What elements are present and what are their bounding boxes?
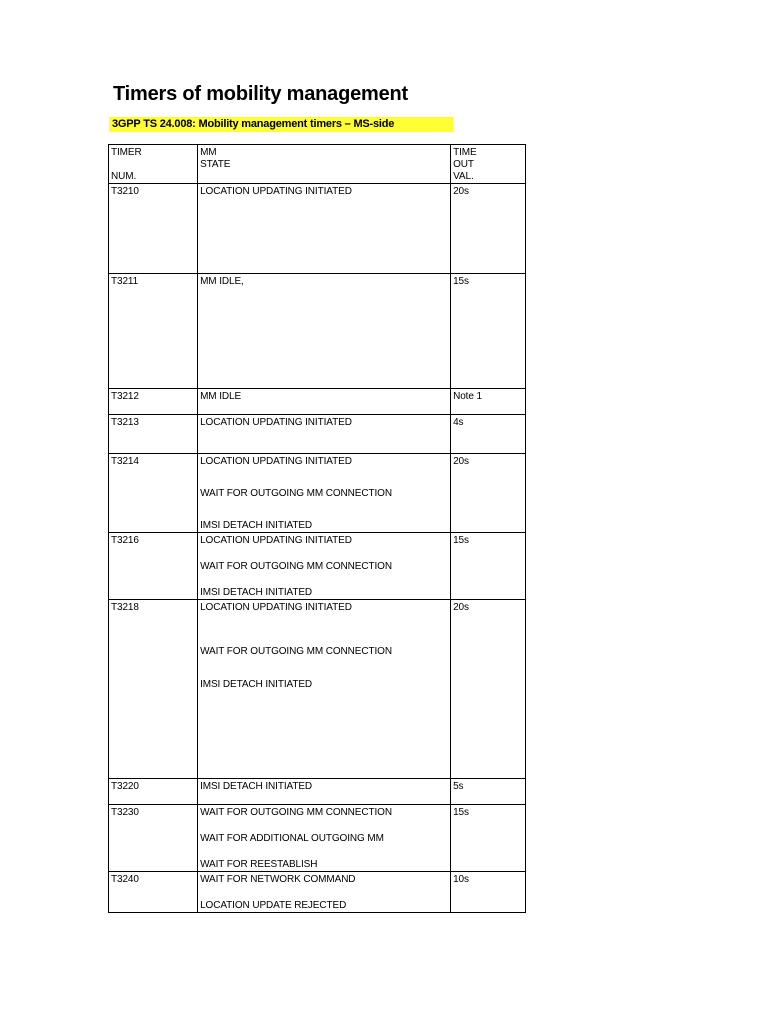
mm-state-line: WAIT FOR REESTABLISH [200,859,318,870]
timeout-value: 20s [451,454,526,533]
table-row [109,872,526,913]
table-row [109,184,526,274]
header-line: TIMER [111,147,142,158]
mm-state-line: WAIT FOR OUTGOING MM CONNECTION [200,561,392,572]
table-row [109,389,526,415]
timer-number: T3230 [109,805,198,872]
timeout-value: 4s [451,415,526,454]
table-row [109,274,526,389]
mm-state [198,600,451,779]
timer-number: T3220 [109,779,198,805]
timer-number: T3218 [109,600,198,779]
header-timer-num [109,145,198,184]
mm-state-line: WAIT FOR OUTGOING MM CONNECTION [200,646,392,657]
mm-state-line: IMSI DETACH INITIATED [200,781,313,792]
timeout-value: 20s [451,600,526,779]
mm-state-line: WAIT FOR OUTGOING MM CONNECTION [200,807,392,818]
table-row [109,533,526,600]
timeout-value: 10s [451,872,526,913]
mm-state [198,805,451,872]
mm-state-line: WAIT FOR ADDITIONAL OUTGOING MM [200,833,384,844]
mm-state-line: LOCATION UPDATING INITIATED [200,535,352,546]
mm-state-line: MM IDLE, [200,276,244,287]
mm-state [198,389,451,415]
timeout-value: 15s [451,274,526,389]
table-row [109,805,526,872]
timeout-value: Note 1 [451,389,526,415]
table-row [109,454,526,533]
timer-number: T3213 [109,415,198,454]
header-line: OUT [453,159,474,170]
mm-state-line: MM IDLE [200,391,242,402]
mm-state-line: LOCATION UPDATING INITIATED [200,602,352,613]
timer-number: T3240 [109,872,198,913]
page-title: Timers of mobility management [113,83,409,105]
header-line: TIME [453,147,477,158]
timer-number: T3211 [109,274,198,389]
mm-state [198,533,451,600]
timeout-value: 5s [451,779,526,805]
header-line: NUM. [111,171,137,182]
table-row [109,779,526,805]
timeout-value: 15s [451,805,526,872]
mm-state-line: WAIT FOR OUTGOING MM CONNECTION [200,488,392,499]
mm-state-line: LOCATION UPDATING INITIATED [200,186,352,197]
timer-number: T3210 [109,184,198,274]
mm-state-line: LOCATION UPDATING INITIATED [200,456,352,467]
mm-state [198,184,451,274]
mm-state [198,274,451,389]
timer-number: T3212 [109,389,198,415]
header-timeout-value [451,145,526,184]
header-line: VAL. [453,171,474,182]
mm-state-line: IMSI DETACH INITIATED [200,520,313,531]
header-mm-state [198,145,451,184]
table-row [109,415,526,454]
mm-state [198,454,451,533]
table-row [109,600,526,779]
timeout-value: 15s [451,533,526,600]
mm-state-line: IMSI DETACH INITIATED [200,679,313,690]
mm-state-line: IMSI DETACH INITIATED [200,587,313,598]
mm-state-line: LOCATION UPDATING INITIATED [200,417,352,428]
table-header-row [109,145,526,184]
timeout-value: 20s [451,184,526,274]
mm-state-line: LOCATION UPDATE REJECTED [200,900,347,911]
timer-number: T3214 [109,454,198,533]
timer-number: T3216 [109,533,198,600]
table-body [109,184,526,913]
header-line: MM [200,147,217,158]
header-line: STATE [200,159,231,170]
highlighted-subtitle: 3GPP TS 24.008: Mobility management timers – MS-side [109,117,453,132]
mm-state [198,779,451,805]
timers-table [108,144,526,913]
mm-state [198,415,451,454]
mm-state-line: WAIT FOR NETWORK COMMAND [200,874,356,885]
mm-state [198,872,451,913]
